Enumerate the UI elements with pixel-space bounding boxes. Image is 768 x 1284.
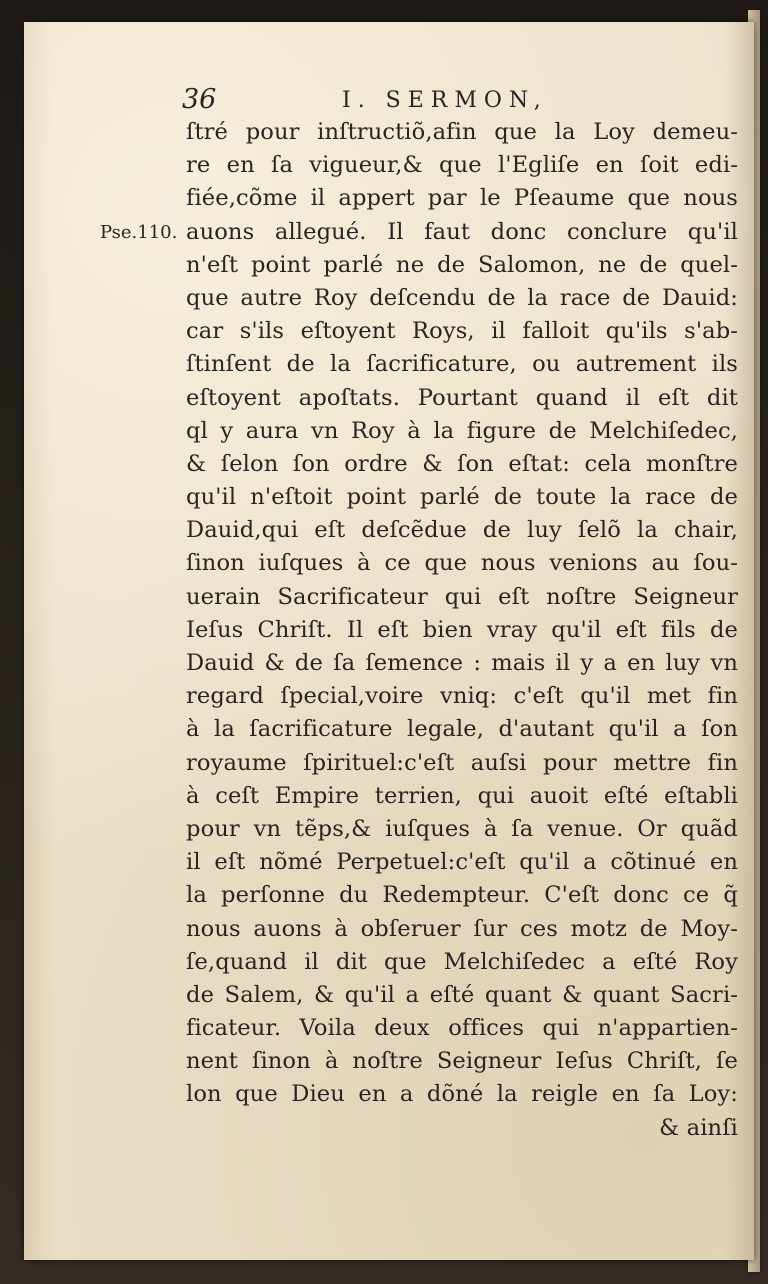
- text-line: que autre Roy deſcendu de la race de Dauid:: [186, 284, 738, 311]
- text-line: de Salem, & qu'il a eſté quant & quant Sacri-: [186, 981, 738, 1008]
- text-line: auons allegué. Il faut donc conclure qu'il: [186, 218, 738, 245]
- text-line: regard ſpecial,voire vniq: c'eſt qu'il met fin: [186, 683, 738, 710]
- text-line: qu'il n'eſtoit point parlé de toute la race de: [186, 484, 738, 511]
- text-line: ſtré pour inſtructiõ,afin que la Loy demeu-: [186, 119, 738, 145]
- text-line: Dauid & de ſa ſemence : mais il y a en luy vn: [186, 650, 738, 676]
- text-line: il eſt nõmé Perpetuel:c'eſt qu'il a cõtinué en: [186, 849, 738, 876]
- body-text: [186, 116, 738, 1145]
- page-number: 36: [182, 84, 217, 115]
- text-line: Ieſus Chriſt. Il eſt bien vray qu'il eſt fils de: [186, 616, 738, 643]
- text-line: Dauid,qui eſt deſcẽdue de luy ſelõ la chair,: [186, 517, 738, 544]
- text-line: ſtinſent de la ſacrificature, ou autrement ils: [186, 351, 738, 378]
- text-line: nent ſinon à noſtre Seigneur Ieſus Chriſt, ſe: [186, 1048, 738, 1075]
- text-line: à la ſacrificature legale, d'autant qu'il a ſon: [186, 716, 738, 743]
- text-line: à ceſt Empire terrien, qui auoit eſté eſtabli: [186, 782, 738, 809]
- text-line: ſe,quand il dit que Melchiſedec a eſté Roy: [186, 948, 738, 975]
- text-line: uerain Sacrificateur qui eſt noſtre Seigneur: [186, 583, 738, 610]
- text-line: re en ſa vigueur,& que l'Egliſe en ſoit edi-: [186, 152, 738, 179]
- text-line: nous auons à obſeruer ſur ces motz de Moy-: [186, 915, 738, 942]
- text-line: car s'ils eſtoyent Roys, il falloit qu'ils s'ab-: [186, 318, 738, 345]
- catchword: & ainſi: [659, 1114, 738, 1141]
- text-line: lon que Dieu en a dõné la reigle en ſa Loy:: [186, 1081, 738, 1108]
- text-line: & ſelon ſon ordre & ſon eſtat: cela monſtre: [186, 450, 738, 477]
- text-line: ſinon iuſques à ce que nous venions au ſou-: [186, 550, 738, 577]
- text-line: fiée,cõme il appert par le Pſeaume que nous: [186, 185, 738, 212]
- text-line: eſtoyent apoſtats. Pourtant quand il eſt dit: [186, 384, 738, 411]
- text-line: la perſonne du Redempteur. C'eſt donc ce q̃: [186, 882, 738, 909]
- marginal-note: Pse.110.: [100, 222, 178, 243]
- text-line: royaume ſpirituel:c'eſt auſsi pour mettre fin: [186, 749, 738, 776]
- text-line: ficateur. Voila deux offices qui n'appartien-: [186, 1015, 738, 1042]
- text-line: pour vn tẽps,& iuſques à ſa venue. Or quãd: [186, 815, 738, 842]
- text-line: ql y aura vn Roy à la figure de Melchiſedec,: [186, 417, 738, 444]
- running-head: I. SERMON,: [342, 88, 548, 113]
- text-line: n'eſt point parlé ne de Salomon, ne de quel-: [186, 251, 738, 278]
